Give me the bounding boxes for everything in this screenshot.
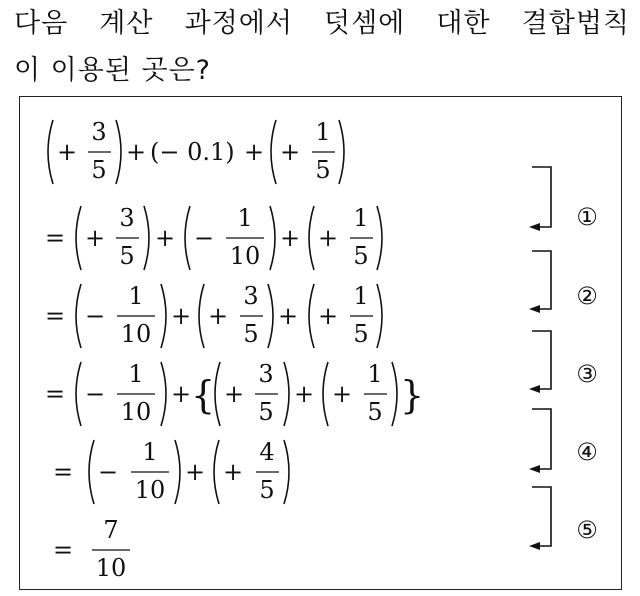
paren-right <box>284 440 289 504</box>
question-text <box>14 0 630 94</box>
equals-sign: = <box>53 536 74 564</box>
bracket-5 <box>532 487 551 546</box>
paren-right <box>284 362 289 426</box>
paren-left <box>48 120 53 184</box>
calculation-box <box>19 96 622 590</box>
choice-4[interactable]: ④ <box>576 438 598 466</box>
sign: + <box>318 302 339 330</box>
sign: + <box>332 380 353 408</box>
paren-right <box>161 284 166 348</box>
fraction-numerator: 3 <box>119 204 135 232</box>
arrow-4 <box>529 465 540 473</box>
row-4 <box>45 360 424 426</box>
operator: + <box>185 458 206 486</box>
fraction-denominator: 5 <box>353 242 369 270</box>
operator: + <box>155 224 176 252</box>
fraction-denominator: 10 <box>120 320 152 348</box>
fraction-denominator: 10 <box>134 476 166 504</box>
fraction-numerator: 1 <box>237 204 253 232</box>
row-2 <box>45 204 382 270</box>
operator: + <box>278 302 299 330</box>
fraction-numerator: 1 <box>353 282 369 310</box>
fraction-denominator: 5 <box>315 156 331 184</box>
fraction-denominator: 5 <box>353 320 369 348</box>
sign: − <box>98 458 119 486</box>
sign: − <box>85 302 106 330</box>
fraction-numerator: 1 <box>315 118 331 146</box>
operator: + <box>171 302 192 330</box>
fraction-numerator: 3 <box>91 118 107 146</box>
decimal-term: (− 0.1) <box>150 138 235 166</box>
fraction-numerator: 1 <box>128 282 144 310</box>
equals-sign: = <box>53 458 74 486</box>
sign: + <box>318 224 339 252</box>
choice-2[interactable]: ② <box>576 282 598 310</box>
row-3 <box>45 282 382 348</box>
fraction-numerator: 1 <box>128 360 144 388</box>
equals-sign: = <box>45 380 66 408</box>
brace-close: } <box>400 373 425 417</box>
paren-right <box>377 284 382 348</box>
paren-left <box>323 362 328 426</box>
paren-left <box>76 284 81 348</box>
fraction-numerator: 1 <box>353 204 369 232</box>
paren-left <box>309 284 314 348</box>
row-6 <box>53 516 130 582</box>
fraction-denominator: 5 <box>367 398 383 426</box>
paren-right <box>175 440 180 504</box>
brace-open: { <box>191 373 216 417</box>
paren-right <box>377 206 382 270</box>
operator: + <box>280 224 301 252</box>
sign: + <box>280 138 301 166</box>
calculation-steps <box>20 97 623 591</box>
paren-left <box>214 440 219 504</box>
paren-right <box>116 120 121 184</box>
step-brackets <box>529 167 551 550</box>
fraction-denominator: 10 <box>120 398 152 426</box>
paren-left <box>89 440 94 504</box>
paren-left <box>76 362 81 426</box>
sign: + <box>85 224 106 252</box>
fraction-denominator: 5 <box>119 242 135 270</box>
operator: + <box>294 380 315 408</box>
paren-left <box>215 362 220 426</box>
equals-sign: = <box>45 302 66 330</box>
row-5 <box>53 438 289 504</box>
paren-left <box>185 206 190 270</box>
sign: + <box>224 380 245 408</box>
sign: − <box>194 224 215 252</box>
sign: + <box>223 458 244 486</box>
fraction-numerator: 7 <box>103 516 119 544</box>
arrow-5 <box>529 542 540 550</box>
arrow-3 <box>529 385 540 393</box>
fraction-denominator: 5 <box>91 156 107 184</box>
arrow-1 <box>529 223 540 231</box>
operator: + <box>244 138 265 166</box>
fraction-numerator: 4 <box>259 438 275 466</box>
paren-right <box>268 284 273 348</box>
bracket-4 <box>532 409 551 469</box>
operator: + <box>171 380 192 408</box>
fraction-numerator: 3 <box>258 360 274 388</box>
bracket-3 <box>532 331 551 389</box>
fraction-denominator: 5 <box>243 320 259 348</box>
operator: + <box>126 138 147 166</box>
paren-right <box>270 206 275 270</box>
paren-right <box>392 362 397 426</box>
question-line-2: 이 이용된 곳은? <box>14 55 211 86</box>
fraction-denominator: 5 <box>258 398 274 426</box>
sign: + <box>208 302 229 330</box>
equals-sign: = <box>45 224 66 252</box>
sign: − <box>85 380 106 408</box>
choice-3[interactable]: ③ <box>576 360 598 388</box>
question-line-1: 다음 계산 과정에서 덧셈에 대한 결합법칙 <box>14 8 630 39</box>
choice-5[interactable]: ⑤ <box>576 516 598 544</box>
bracket-1 <box>532 167 551 227</box>
paren-right <box>144 206 149 270</box>
fraction-numerator: 1 <box>142 438 158 466</box>
choice-1[interactable]: ① <box>576 203 598 231</box>
choices <box>576 203 598 544</box>
fraction-denominator: 10 <box>229 242 261 270</box>
row-1 <box>48 118 344 184</box>
paren-right <box>161 362 166 426</box>
arrow-2 <box>529 305 540 313</box>
fraction-numerator: 3 <box>243 282 259 310</box>
sign: + <box>57 138 78 166</box>
fraction-denominator: 5 <box>259 476 275 504</box>
fraction-denominator: 10 <box>95 554 127 582</box>
paren-left <box>309 206 314 270</box>
bracket-2 <box>532 251 551 309</box>
paren-left <box>199 284 204 348</box>
paren-right <box>339 120 344 184</box>
paren-left <box>76 206 81 270</box>
paren-left <box>271 120 276 184</box>
fraction-numerator: 1 <box>367 360 383 388</box>
